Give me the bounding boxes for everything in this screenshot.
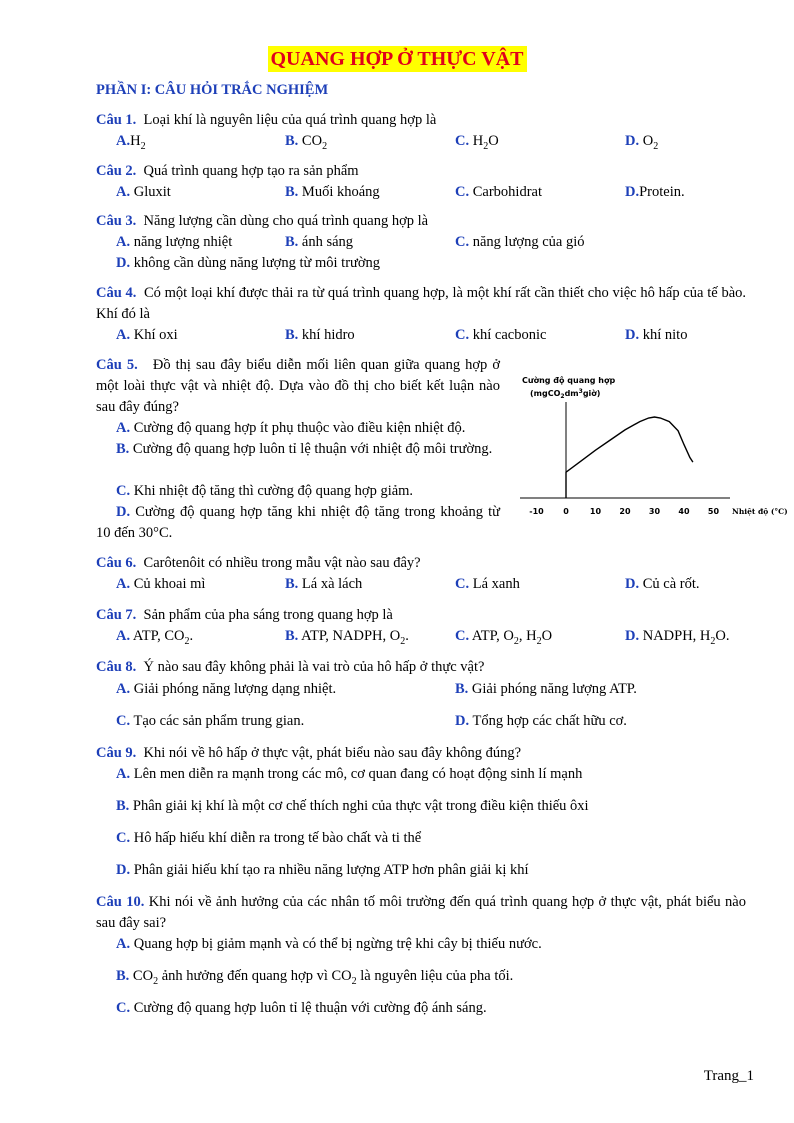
q5-option-a[interactable] [96, 418, 500, 439]
option-text: khí nito [642, 327, 688, 343]
option-letter: B. [116, 441, 130, 457]
option-text: năng lượng nhiệt [133, 234, 233, 250]
question-number: Câu 5. [96, 357, 138, 373]
question-number: Câu 6. [96, 555, 137, 571]
option-text: Phân giải hiếu khí tạo ra nhiều năng lượng ATP hơn phân giải kị khí [133, 862, 529, 878]
option-letter: D. [625, 327, 640, 343]
option-text: năng lượng của gió [472, 234, 585, 250]
chart-xlabel: Nhiệt độ (°C) [732, 507, 788, 516]
q6-option-d[interactable] [625, 574, 700, 595]
q10-option-a[interactable] [116, 934, 542, 955]
q9-option-b[interactable] [116, 796, 589, 817]
option-text: Phân giải kị khí là một cơ chế thích nghi của thực vật trong điều kiện thiếu ôxi [132, 798, 589, 814]
option-letter: B. [285, 184, 299, 200]
option-text: Muối khoáng [301, 184, 380, 200]
chart-x-ticks [529, 507, 719, 516]
option-letter: B. [285, 628, 299, 644]
option-letter: A. [116, 576, 131, 592]
q4-option-b[interactable] [285, 325, 355, 346]
subscript: 2 [351, 975, 357, 987]
chart-tick-label: 40 [678, 507, 690, 516]
option-text: Củ cà rốt. [642, 576, 700, 592]
chart-ylabel-line2: $(mgCO_2dm^3giờ)$ [530, 388, 601, 400]
q6-option-b[interactable] [285, 574, 362, 595]
option-text: H [472, 133, 484, 149]
q4-option-d[interactable] [625, 325, 687, 346]
option-text: không cần dùng năng lượng từ môi trường [133, 255, 381, 271]
option-letter: C. [455, 576, 470, 592]
option-letter: B. [116, 968, 130, 984]
option-letter: C. [116, 713, 131, 729]
option-letter: A. [116, 327, 131, 343]
question-number: Câu 9. [96, 745, 137, 761]
option-letter: B. [285, 327, 299, 343]
option-letter: A. [116, 184, 131, 200]
question-text: Có một loại khí được thải ra từ quá trình quang hợp, là một khí rất cần thiết cho việc hô hấp của tế bào. Khí đó là [96, 285, 747, 322]
option-text: O [488, 133, 499, 149]
q5-option-c[interactable] [96, 481, 500, 502]
option-letter: C. [455, 234, 470, 250]
option-text: Khí oxi [133, 327, 178, 343]
photosynthesis-temperature-chart [512, 366, 792, 526]
option-letter: D. [625, 184, 640, 200]
option-letter: D. [116, 255, 131, 271]
option-letter: C. [116, 483, 131, 499]
question-number: Câu 2. [96, 163, 137, 179]
option-text: Quang hợp bị giảm mạnh và có thể bị ngừng trệ khi cây bị thiếu nước. [133, 936, 542, 952]
question-text: Quá trình quang hợp tạo ra sản phẩm [143, 163, 359, 179]
option-text: Cường độ quang hợp ít phụ thuộc vào điều kiện nhiệt độ. [133, 420, 466, 436]
q8-option-d[interactable] [455, 711, 627, 732]
question-number: Câu 4. [96, 285, 137, 301]
question-3 [96, 211, 746, 232]
chart-ylabel-line1: Cường độ quang hợp [522, 376, 616, 385]
question-number: Câu 8. [96, 659, 137, 675]
q1-option-a[interactable] [116, 131, 146, 152]
question-number: Câu 10. [96, 894, 145, 910]
q3-option-c[interactable] [455, 232, 585, 253]
chart-tick-label: -10 [529, 507, 544, 516]
question-2 [96, 161, 746, 182]
option-text: Gluxit [133, 184, 171, 200]
subscript: 2 [653, 140, 659, 152]
q7-option-a[interactable]: A. ATP, $CO_2$. [116, 628, 194, 647]
question-text: Loại khí là nguyên liệu của quá trình quang hợp là [143, 112, 437, 128]
option-text: Giải phóng năng lượng ATP. [471, 681, 637, 697]
question-9 [96, 743, 746, 764]
question-text: Năng lượng cần dùng cho quá trình quang hợp là [143, 213, 429, 229]
option-letter: C. [116, 830, 131, 846]
q6-option-a[interactable] [116, 574, 205, 595]
section-heading: PHẦN I: CÂU HỎI TRẮC NGHIỆM [96, 82, 329, 98]
option-text: Tổng hợp các chất hữu cơ. [472, 713, 627, 729]
option-letter: C. [455, 184, 470, 200]
option-text: Protein. [639, 184, 685, 200]
option-text: Tạo các sản phẩm trung gian. [133, 713, 305, 729]
option-letter: D. [625, 628, 640, 644]
q8-option-c[interactable] [116, 711, 304, 732]
option-letter: B. [285, 576, 299, 592]
chart-tick-label: 30 [648, 507, 661, 516]
q7-option-b[interactable]: B. ATP, NADPH, $O_2$. [285, 628, 409, 647]
page-title: QUANG HỢP Ở THỰC VẬT [268, 46, 527, 72]
question-5 [96, 355, 500, 418]
option-letter: B. [116, 798, 130, 814]
option-letter: D. [116, 504, 131, 520]
question-4 [96, 283, 746, 325]
option-text: Cường độ quang hợp luôn tỉ lệ thuận với cường độ ánh sáng. [133, 1000, 487, 1016]
chart-tick-label: 20 [619, 507, 631, 516]
option-text: Carbohidrat [472, 184, 542, 200]
q3-option-a[interactable] [116, 232, 232, 253]
option-text: Giải phóng năng lượng dạng nhiệt. [133, 681, 337, 697]
option-text: Lên men diễn ra mạnh trong các mô, cơ quan đang có hoạt động sinh lí mạnh [133, 766, 583, 782]
question-number: Câu 3. [96, 213, 137, 229]
chart-tick-label: 10 [589, 507, 602, 516]
q1-option-b[interactable] [285, 131, 327, 152]
q9-option-c[interactable] [116, 828, 421, 849]
q1-option-c[interactable] [455, 131, 499, 152]
q1-option-d[interactable] [625, 131, 658, 152]
option-text: H [130, 133, 141, 149]
q8-option-a[interactable] [116, 679, 336, 700]
option-text: Khi nhiệt độ tăng thì cường độ quang hợp giảm. [133, 483, 414, 499]
q6-option-c[interactable] [455, 574, 520, 595]
q7-option-d[interactable]: D. NADPH, $H_2O$. [625, 628, 730, 647]
question-text: Sản phẩm của pha sáng trong quang hợp là [143, 607, 393, 623]
chart-tick-label: 0 [563, 507, 569, 516]
option-letter: B. [285, 234, 299, 250]
subscript: 2 [140, 140, 146, 152]
option-letter: B. [285, 133, 299, 149]
option-text: Hô hấp hiếu khí diễn ra trong tế bào chất và ti thể [133, 830, 422, 846]
option-text: ánh sáng [301, 234, 354, 250]
q4-option-a[interactable] [116, 325, 178, 346]
option-text: CO [301, 133, 323, 149]
option-letter: D. [116, 862, 131, 878]
option-text: khí cacbonic [472, 327, 547, 343]
question-text: Khi nói về hô hấp ở thực vật, phát biểu nào sau đây không đúng? [143, 745, 522, 761]
question-text: Khi nói về ảnh hưởng của các nhân tố môi trường đến quá trình quang hợp ở thực vật, phát biểu nào sau đây sai? [96, 894, 746, 931]
question-number: Câu 1. [96, 112, 137, 128]
title-wrap [0, 46, 794, 72]
option-text: ảnh hưởng đến quang hợp vì CO [158, 968, 352, 984]
q2-option-c[interactable] [455, 182, 542, 203]
question-6 [96, 553, 746, 574]
option-text: O [642, 133, 654, 149]
option-text: Lá xà lách [301, 576, 363, 592]
option-text: CO [132, 968, 154, 984]
q3-option-b[interactable] [285, 232, 353, 253]
option-letter: C. [455, 327, 470, 343]
option-letter: B. [455, 681, 469, 697]
question-8 [96, 657, 746, 678]
q9-option-a[interactable] [116, 764, 582, 785]
option-letter: A. [116, 133, 131, 149]
option-letter: C. [455, 133, 470, 149]
question-text: Ý nào sau đây không phải là vai trò của hô hấp ở thực vật? [143, 659, 485, 675]
q10-option-b[interactable] [116, 966, 513, 987]
option-text: Củ khoai mì [133, 576, 206, 592]
option-letter: D. [625, 133, 640, 149]
option-letter: A. [116, 766, 131, 782]
q8-option-b[interactable] [455, 679, 637, 700]
subscript: 2 [322, 140, 328, 152]
chart-series-line [566, 417, 693, 498]
question-10 [96, 892, 746, 934]
q4-option-c[interactable] [455, 325, 546, 346]
q2-option-d[interactable] [625, 182, 685, 203]
option-text: Cường độ quang hợp tăng khi nhiệt độ tăng trong khoảng từ 10 đến 30°C. [96, 504, 501, 541]
q3-option-d[interactable] [116, 253, 380, 274]
option-letter: A. [116, 936, 131, 952]
q2-option-b[interactable] [285, 182, 380, 203]
q5-option-d[interactable] [96, 502, 500, 544]
question-number: Câu 7. [96, 607, 137, 623]
option-letter: C. [116, 1000, 131, 1016]
option-text: Cường độ quang hợp luôn tỉ lệ thuận với nhiệt độ môi trường. [132, 441, 493, 457]
chart-tick-label: 50 [707, 507, 720, 516]
option-letter: A. [116, 628, 131, 644]
q2-option-a[interactable] [116, 182, 171, 203]
q5-option-b[interactable] [96, 439, 500, 460]
option-letter: A. [116, 234, 131, 250]
option-letter: D. [455, 713, 470, 729]
question-7 [96, 605, 746, 626]
question-1 [96, 110, 746, 131]
question-text: Đồ thị sau đây biểu diễn mối liên quan giữa quang hợp ở một loài thực vật và nhiệt độ. Dựa vào đồ thị cho biết kết luận nào sau đây đúng? [96, 357, 501, 415]
q7-option-c[interactable]: C. ATP, $O_2$, $H_2O$ [455, 628, 553, 647]
page-number: Trang_1 [703, 1068, 754, 1084]
option-letter: D. [625, 576, 640, 592]
q9-option-d[interactable] [116, 860, 529, 881]
subscript: 2 [153, 975, 159, 987]
subscript: 2 [483, 140, 489, 152]
option-letter: A. [116, 681, 131, 697]
option-letter: C. [455, 628, 470, 644]
option-text: khí hidro [301, 327, 355, 343]
q10-option-c[interactable] [116, 998, 487, 1019]
question-text: Carôtenôit có nhiều trong mẫu vật nào sau đây? [143, 555, 421, 571]
option-text: Lá xanh [472, 576, 520, 592]
option-text: là nguyên liệu của pha tối. [356, 968, 514, 984]
option-letter: A. [116, 420, 131, 436]
